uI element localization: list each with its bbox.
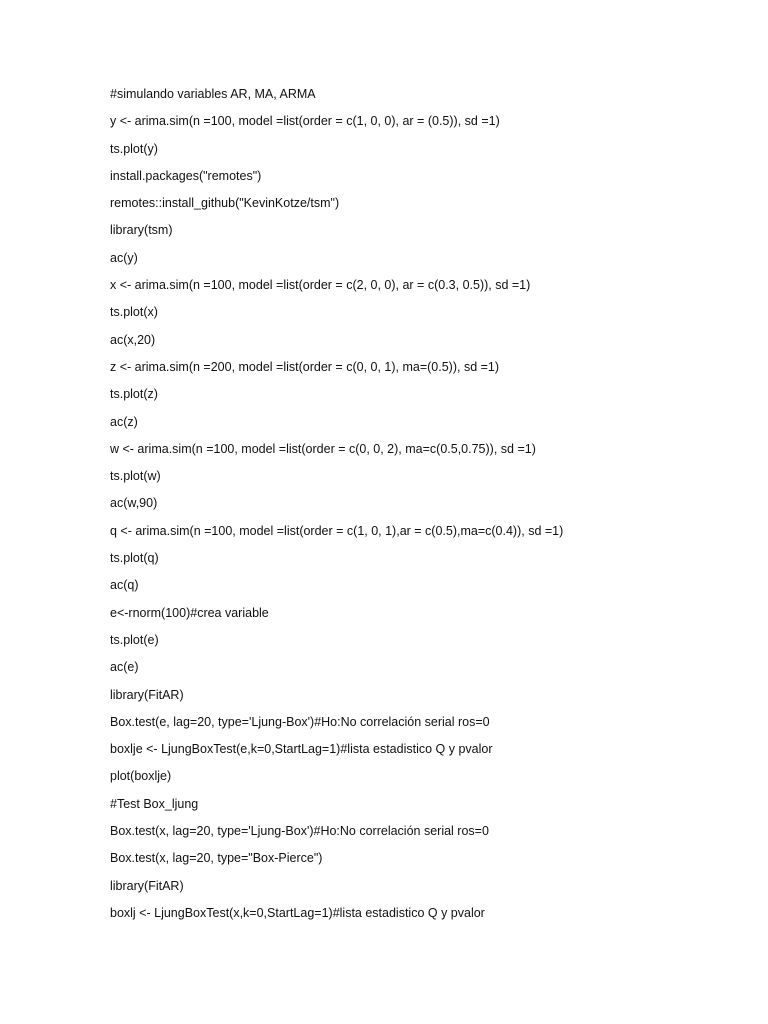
- code-line: #Test Box_ljung: [110, 796, 199, 811]
- code-line: e<-rnorm(100)#crea variable: [110, 605, 269, 620]
- code-line: x <- arima.sim(n =100, model =list(order = c(2, 0, 0), ar = c(0.3, 0.5)), sd =1): [110, 278, 531, 293]
- code-line: ac(z): [110, 414, 138, 429]
- code-line: ac(e): [110, 660, 139, 675]
- code-line: remotes::install_github("KevinKotze/tsm"): [110, 196, 340, 211]
- code-line: w <- arima.sim(n =100, model =list(order = c(0, 0, 2), ma=c(0.5,0.75)), sd =1): [110, 441, 536, 456]
- code-line: plot(boxlje): [110, 769, 172, 784]
- code-line: Box.test(e, lag=20, type='Ljung-Box')#Ho:No correlación serial ros=0: [110, 714, 490, 729]
- code-line: ts.plot(e): [110, 632, 159, 647]
- code-line: Box.test(x, lag=20, type='Ljung-Box')#Ho:No correlación serial ros=0: [110, 824, 489, 839]
- code-line: ac(x,20): [110, 332, 156, 347]
- code-line: ts.plot(z): [110, 387, 158, 402]
- code-line: z <- arima.sim(n =200, model =list(order = c(0, 0, 1), ma=(0.5)), sd =1): [110, 359, 500, 374]
- code-line: ts.plot(q): [110, 551, 159, 566]
- code-line: ac(q): [110, 578, 139, 593]
- code-line: q <- arima.sim(n =100, model =list(order = c(1, 0, 1),ar = c(0.5),ma=c(0.4)), sd =1): [110, 523, 564, 538]
- code-line: ts.plot(y): [110, 141, 158, 156]
- code-line: Box.test(x, lag=20, type="Box-Pierce"): [110, 851, 323, 866]
- code-line: library(tsm): [110, 223, 173, 238]
- code-line: y <- arima.sim(n =100, model =list(order = c(1, 0, 0), ar = (0.5)), sd =1): [110, 114, 500, 129]
- code-line: ac(y): [110, 250, 138, 265]
- code-line: #simulando variables AR, MA, ARMA: [110, 87, 316, 101]
- code-line: library(FitAR): [110, 687, 184, 702]
- code-line: ts.plot(x): [110, 305, 158, 320]
- code-line: boxlj <- LjungBoxTest(x,k=0,StartLag=1)#lista estadistico Q y pvalor: [110, 905, 485, 920]
- code-line: install.packages("remotes"): [110, 168, 262, 183]
- code-line: ts.plot(w): [110, 469, 161, 484]
- code-lines: [110, 86, 563, 932]
- code-line: library(FitAR): [110, 878, 184, 893]
- code-line: boxlje <- LjungBoxTest(e,k=0,StartLag=1)#lista estadistico Q y pvalor: [110, 742, 493, 757]
- code-line: ac(w,90): [110, 496, 158, 511]
